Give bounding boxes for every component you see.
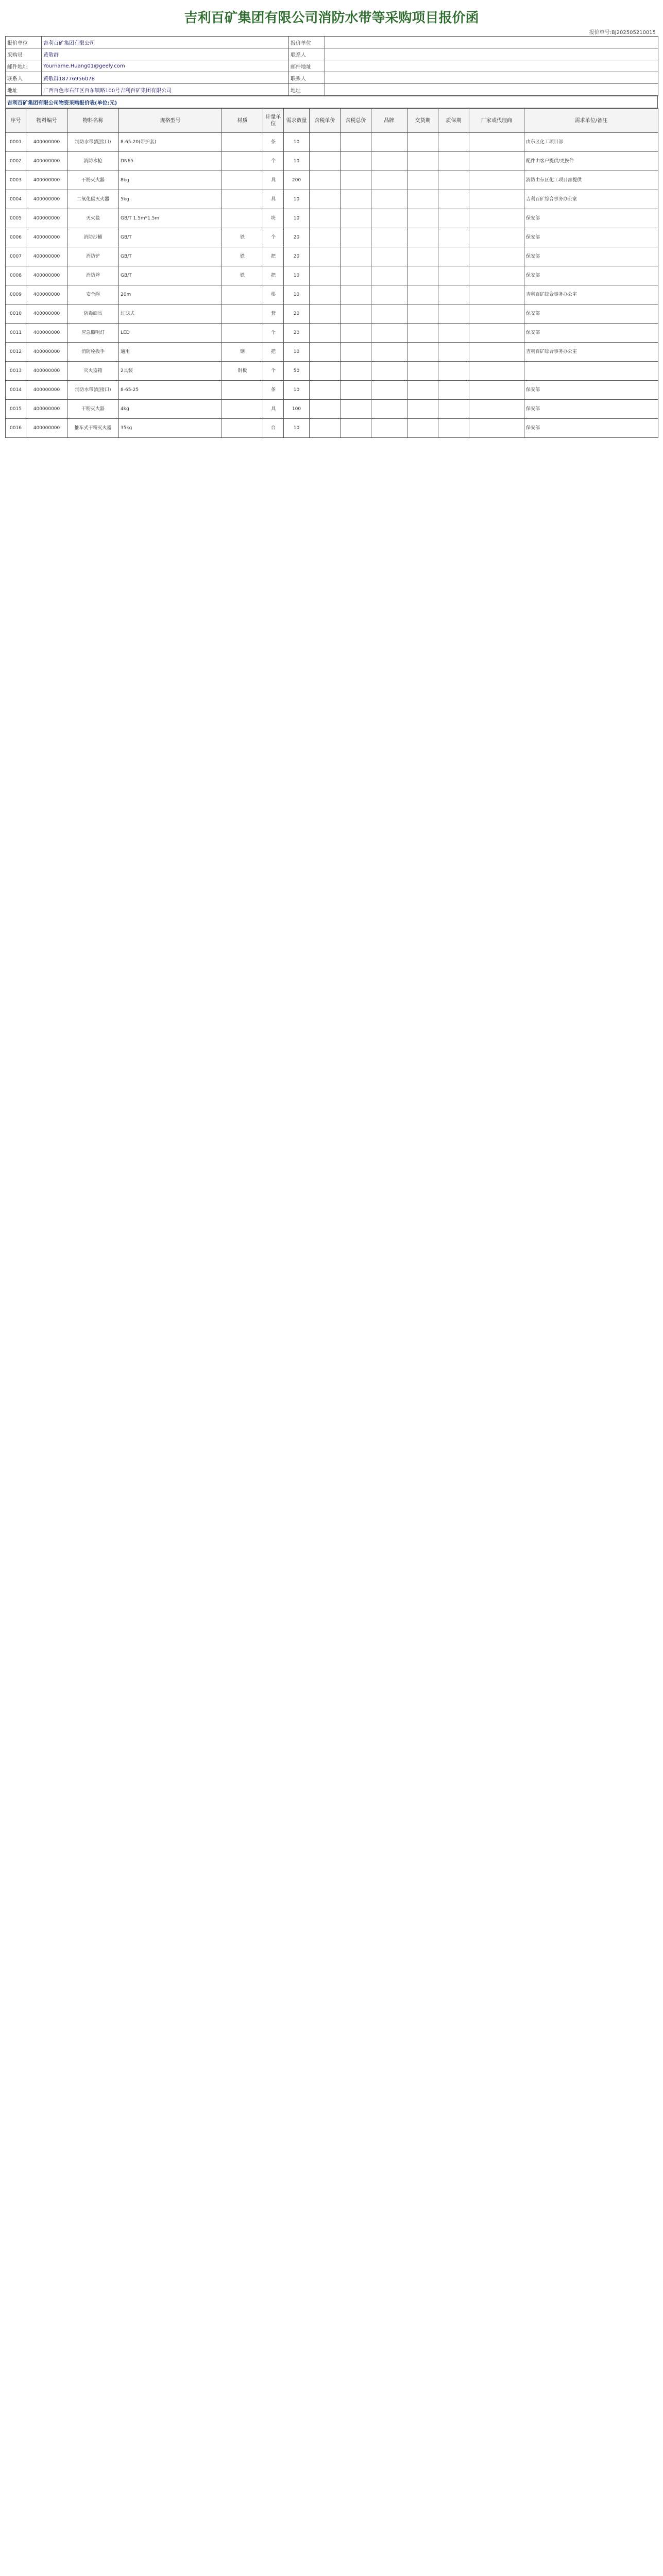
table-cell: [222, 324, 263, 343]
table-cell: 20: [284, 247, 310, 266]
table-cell: [407, 304, 438, 324]
table-cell: [310, 285, 341, 304]
table-cell: [524, 362, 658, 381]
table-cell: 吉利百矿综合事务办公室: [524, 190, 658, 209]
column-header: 含税总价: [341, 109, 371, 133]
table-cell: [371, 343, 407, 362]
table-cell: 干粉灭火器: [67, 400, 119, 419]
table-cell: 消防沙桶: [67, 228, 119, 247]
table-row: [6, 362, 658, 381]
table-cell: GB/T: [119, 247, 222, 266]
note-table: [5, 96, 658, 108]
column-header: 物料名称: [67, 109, 119, 133]
table-cell: [407, 266, 438, 285]
info-value: [325, 72, 658, 84]
info-value: [325, 37, 658, 48]
table-cell: [341, 324, 371, 343]
table-cell: [341, 228, 371, 247]
table-cell: 10: [284, 209, 310, 228]
table-cell: 20m: [119, 285, 222, 304]
table-cell: 0002: [6, 152, 26, 171]
table-cell: [407, 152, 438, 171]
column-header: 物料编号: [26, 109, 67, 133]
table-cell: [310, 266, 341, 285]
info-label: 地址: [289, 84, 325, 96]
table-cell: 10: [284, 419, 310, 438]
table-cell: [438, 400, 469, 419]
table-cell: [310, 171, 341, 190]
table-cell: [469, 304, 524, 324]
table-cell: 400000000: [26, 209, 67, 228]
table-cell: 0001: [6, 133, 26, 152]
table-cell: 400000000: [26, 381, 67, 400]
table-cell: 10: [284, 190, 310, 209]
table-cell: 消防水枪: [67, 152, 119, 171]
table-cell: 400000000: [26, 400, 67, 419]
table-cell: 保安部: [524, 209, 658, 228]
table-cell: 吉利百矿综合事务办公室: [524, 285, 658, 304]
table-cell: [341, 343, 371, 362]
table-cell: 吉利百矿综合事务办公室: [524, 343, 658, 362]
table-cell: 50: [284, 362, 310, 381]
table-cell: 400000000: [26, 247, 67, 266]
table-cell: [469, 152, 524, 171]
table-cell: 200: [284, 171, 310, 190]
table-cell: 0007: [6, 247, 26, 266]
quote-number: 报价单号:BJ202505210015: [589, 30, 656, 36]
table-cell: 灭火器箱: [67, 362, 119, 381]
table-row: [6, 133, 658, 152]
table-cell: 具: [263, 190, 284, 209]
table-row: [6, 190, 658, 209]
table-cell: 保安部: [524, 381, 658, 400]
table-cell: [469, 419, 524, 438]
table-cell: 20: [284, 228, 310, 247]
table-cell: 消防水带(配接口): [67, 381, 119, 400]
table-cell: [407, 247, 438, 266]
table-cell: 钢: [222, 343, 263, 362]
table-row: [6, 228, 658, 247]
table-cell: 400000000: [26, 419, 67, 438]
table-cell: 0014: [6, 381, 26, 400]
table-cell: [407, 324, 438, 343]
table-cell: 块: [263, 209, 284, 228]
table-cell: [371, 285, 407, 304]
info-label: 邮件地址: [289, 60, 325, 72]
table-cell: [469, 171, 524, 190]
info-value: Yourname.Huang01@geely.com: [42, 60, 289, 72]
table-cell: GB/T: [119, 266, 222, 285]
table-cell: [407, 171, 438, 190]
info-value: 广西百色市右江区百东镇路100号吉利百矿集团有限公司: [42, 84, 289, 96]
table-cell: 400000000: [26, 171, 67, 190]
column-header: 质保期: [438, 109, 469, 133]
table-cell: [371, 324, 407, 343]
table-cell: 保安部: [524, 304, 658, 324]
table-cell: [407, 209, 438, 228]
info-value: 吉利百矿集团有限公司: [42, 37, 289, 48]
table-cell: 配件由客户提供/更换件: [524, 152, 658, 171]
info-row: [6, 37, 658, 48]
table-cell: [438, 133, 469, 152]
table-cell: 400000000: [26, 343, 67, 362]
table-cell: 根: [263, 285, 284, 304]
table-cell: 保安部: [524, 266, 658, 285]
table-cell: [371, 228, 407, 247]
table-cell: 保安部: [524, 400, 658, 419]
table-cell: 400000000: [26, 133, 67, 152]
table-cell: [407, 419, 438, 438]
table-cell: 0004: [6, 190, 26, 209]
table-cell: [371, 362, 407, 381]
table-cell: 400000000: [26, 152, 67, 171]
table-cell: [407, 362, 438, 381]
table-row: [6, 343, 658, 362]
column-header: 厂家或代理商: [469, 109, 524, 133]
info-table: [5, 36, 658, 96]
table-cell: [438, 419, 469, 438]
table-cell: [310, 247, 341, 266]
column-header: 序号: [6, 109, 26, 133]
info-row: [6, 84, 658, 96]
table-cell: 0006: [6, 228, 26, 247]
table-cell: [341, 247, 371, 266]
table-cell: 5kg: [119, 190, 222, 209]
table-cell: [341, 133, 371, 152]
table-cell: [438, 381, 469, 400]
table-cell: [310, 152, 341, 171]
table-cell: 应急照明灯: [67, 324, 119, 343]
info-label: 地址: [6, 84, 42, 96]
table-cell: [310, 228, 341, 247]
column-header: 计量单位: [263, 109, 284, 133]
table-cell: [310, 362, 341, 381]
table-cell: [438, 209, 469, 228]
table-row: [6, 400, 658, 419]
table-cell: 10: [284, 152, 310, 171]
info-label: 报价单位: [289, 37, 325, 48]
table-cell: [438, 362, 469, 381]
table-cell: [438, 266, 469, 285]
table-cell: 推车式干粉灭火器: [67, 419, 119, 438]
info-label: 报价单位: [6, 37, 42, 48]
info-label: 联系人: [6, 72, 42, 84]
table-cell: [371, 171, 407, 190]
table-row: [6, 247, 658, 266]
table-cell: 套: [263, 304, 284, 324]
table-cell: [438, 190, 469, 209]
table-cell: 通用: [119, 343, 222, 362]
table-cell: [222, 400, 263, 419]
table-cell: 个: [263, 324, 284, 343]
table-cell: [469, 266, 524, 285]
table-cell: 消防铲: [67, 247, 119, 266]
table-cell: 0012: [6, 343, 26, 362]
table-cell: [438, 285, 469, 304]
table-cell: [341, 190, 371, 209]
table-cell: 防毒面具: [67, 304, 119, 324]
table-cell: [371, 400, 407, 419]
table-cell: [341, 266, 371, 285]
table-cell: [341, 304, 371, 324]
table-cell: 400000000: [26, 228, 67, 247]
table-cell: [341, 400, 371, 419]
table-row: [6, 381, 658, 400]
table-cell: [438, 152, 469, 171]
table-cell: 具: [263, 171, 284, 190]
table-cell: [310, 324, 341, 343]
table-cell: [310, 419, 341, 438]
table-cell: [310, 400, 341, 419]
table-cell: GB/T 1.5m*1.5m: [119, 209, 222, 228]
table-cell: DN65: [119, 152, 222, 171]
table-cell: [222, 152, 263, 171]
table-cell: 400000000: [26, 285, 67, 304]
table-row: [6, 285, 658, 304]
table-cell: [469, 400, 524, 419]
table-cell: 10: [284, 285, 310, 304]
table-cell: [222, 190, 263, 209]
table-cell: 4kg: [119, 400, 222, 419]
table-cell: 10: [284, 133, 310, 152]
table-cell: [438, 343, 469, 362]
info-row: [6, 60, 658, 72]
table-cell: 0010: [6, 304, 26, 324]
table-cell: [371, 266, 407, 285]
table-cell: [341, 171, 371, 190]
table-cell: 过滤式: [119, 304, 222, 324]
table-cell: [438, 247, 469, 266]
table-cell: 保安部: [524, 228, 658, 247]
table-cell: [341, 419, 371, 438]
table-cell: 条: [263, 381, 284, 400]
column-header: 规格型号: [119, 109, 222, 133]
column-header: 材质: [222, 109, 263, 133]
table-cell: [222, 381, 263, 400]
info-label: 联系人: [289, 72, 325, 84]
table-cell: 保安部: [524, 324, 658, 343]
table-cell: 把: [263, 266, 284, 285]
table-row: [6, 209, 658, 228]
info-label: 联系人: [289, 48, 325, 60]
table-cell: 灭火毯: [67, 209, 119, 228]
info-label: 采购员: [6, 48, 42, 60]
table-cell: 20: [284, 304, 310, 324]
table-cell: 400000000: [26, 324, 67, 343]
table-cell: [371, 381, 407, 400]
table-row: [6, 304, 658, 324]
table-cell: 0011: [6, 324, 26, 343]
table-cell: [407, 133, 438, 152]
table-cell: 10: [284, 381, 310, 400]
table-cell: 把: [263, 247, 284, 266]
table-cell: 0005: [6, 209, 26, 228]
table-cell: 消防水带(配接口): [67, 133, 119, 152]
info-row: [6, 48, 658, 60]
table-cell: [341, 285, 371, 304]
table-cell: [371, 419, 407, 438]
table-cell: [407, 381, 438, 400]
table-cell: 保安部: [524, 247, 658, 266]
table-cell: 8kg: [119, 171, 222, 190]
table-cell: 400000000: [26, 266, 67, 285]
table-cell: [341, 362, 371, 381]
table-cell: 8-65-25: [119, 381, 222, 400]
table-cell: 10: [284, 343, 310, 362]
table-row: [6, 324, 658, 343]
column-header: 品牌: [371, 109, 407, 133]
table-cell: [407, 285, 438, 304]
table-cell: 0009: [6, 285, 26, 304]
table-row: [6, 266, 658, 285]
table-cell: 钢板: [222, 362, 263, 381]
table-row: [6, 419, 658, 438]
table-cell: 个: [263, 362, 284, 381]
table-cell: [222, 133, 263, 152]
table-cell: 400000000: [26, 190, 67, 209]
table-cell: [371, 190, 407, 209]
table-cell: 35kg: [119, 419, 222, 438]
table-cell: 个: [263, 228, 284, 247]
table-cell: [469, 285, 524, 304]
table-cell: [371, 152, 407, 171]
table-cell: [407, 343, 438, 362]
table-cell: 把: [263, 343, 284, 362]
table-cell: [222, 419, 263, 438]
table-cell: 0016: [6, 419, 26, 438]
table-cell: 0013: [6, 362, 26, 381]
info-value: [325, 60, 658, 72]
info-value: [325, 84, 658, 96]
table-cell: [341, 381, 371, 400]
table-row: [6, 152, 658, 171]
table-cell: [438, 171, 469, 190]
table-cell: 20: [284, 324, 310, 343]
table-cell: 二氧化碳灭火器: [67, 190, 119, 209]
table-cell: 个: [263, 152, 284, 171]
table-cell: [469, 381, 524, 400]
table-cell: 8-65-20(带护套): [119, 133, 222, 152]
table-cell: GB/T: [119, 228, 222, 247]
table-cell: 400000000: [26, 362, 67, 381]
table-cell: [310, 381, 341, 400]
table-cell: [469, 190, 524, 209]
table-cell: 0008: [6, 266, 26, 285]
table-caption: 吉利百矿集团有限公司物资采购报价表(单位:元): [6, 96, 658, 108]
table-cell: [438, 324, 469, 343]
table-cell: [310, 133, 341, 152]
table-cell: [371, 247, 407, 266]
table-cell: 台: [263, 419, 284, 438]
table-cell: 400000000: [26, 304, 67, 324]
table-cell: [310, 343, 341, 362]
table-row: [6, 171, 658, 190]
table-cell: [310, 190, 341, 209]
table-cell: 消防栓扳手: [67, 343, 119, 362]
table-cell: [341, 152, 371, 171]
table-cell: 干粉灭火器: [67, 171, 119, 190]
table-cell: 消防由东区化工项目部提供: [524, 171, 658, 190]
table-cell: 具: [263, 400, 284, 419]
table-cell: [310, 209, 341, 228]
column-header: 需求单位/备注: [524, 109, 658, 133]
table-cell: [371, 304, 407, 324]
info-value: [325, 48, 658, 60]
table-cell: 铁: [222, 266, 263, 285]
info-row: [6, 72, 658, 84]
table-cell: [438, 228, 469, 247]
column-header: 交货期: [407, 109, 438, 133]
table-cell: 100: [284, 400, 310, 419]
table-cell: 保安部: [524, 419, 658, 438]
table-cell: 铁: [222, 228, 263, 247]
column-header: 含税单价: [310, 109, 341, 133]
table-cell: [469, 209, 524, 228]
table-cell: 10: [284, 266, 310, 285]
table-cell: 0003: [6, 171, 26, 190]
info-value: 黄敬群18776956078: [42, 72, 289, 84]
table-cell: 安全绳: [67, 285, 119, 304]
table-cell: [407, 400, 438, 419]
table-cell: [222, 171, 263, 190]
info-value: 黄敬群: [42, 48, 289, 60]
table-cell: [469, 343, 524, 362]
table-cell: [222, 209, 263, 228]
table-cell: 2具装: [119, 362, 222, 381]
table-cell: [438, 304, 469, 324]
table-cell: 由东区化工项目部: [524, 133, 658, 152]
quotation-document: [5, 0, 658, 438]
info-label: 邮件地址: [6, 60, 42, 72]
table-cell: [407, 190, 438, 209]
table-cell: [222, 304, 263, 324]
table-cell: LED: [119, 324, 222, 343]
table-cell: [469, 133, 524, 152]
table-cell: [469, 324, 524, 343]
column-header: 需求数量: [284, 109, 310, 133]
table-cell: 条: [263, 133, 284, 152]
table-cell: [222, 285, 263, 304]
table-cell: [469, 247, 524, 266]
table-cell: [310, 304, 341, 324]
table-cell: 消防斧: [67, 266, 119, 285]
document-title: 吉利百矿集团有限公司消防水带等采购项目报价函: [184, 10, 479, 26]
table-cell: 0015: [6, 400, 26, 419]
items-table: [5, 108, 658, 438]
table-cell: [469, 362, 524, 381]
table-cell: [341, 209, 371, 228]
table-cell: [469, 228, 524, 247]
table-cell: [407, 228, 438, 247]
table-cell: 铁: [222, 247, 263, 266]
table-cell: [371, 133, 407, 152]
table-cell: [371, 209, 407, 228]
